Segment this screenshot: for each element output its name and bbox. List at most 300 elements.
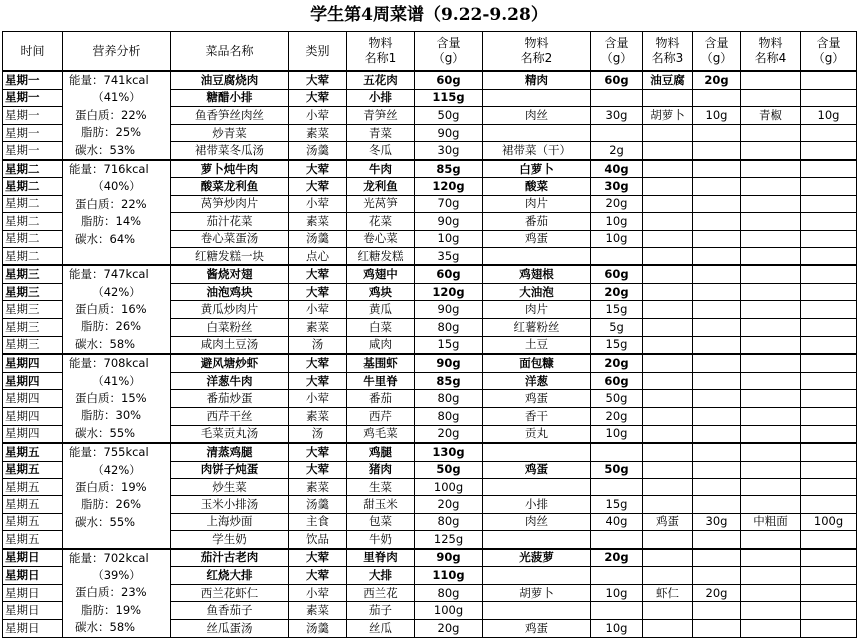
dish-name: 肉饼子炖蛋 (171, 461, 289, 478)
amount-3 (693, 142, 741, 160)
amount-1: 80g (415, 584, 483, 602)
material-4 (741, 283, 801, 301)
amount-4 (801, 213, 857, 230)
amount-1: 20g (415, 619, 483, 637)
category: 主食 (289, 513, 347, 530)
material-2 (483, 89, 591, 107)
nutrition-line: 蛋白质：15% (75, 391, 147, 406)
amount-4 (801, 336, 857, 354)
material-1: 牛肉 (347, 160, 415, 178)
material-1: 龙利鱼 (347, 178, 415, 195)
amount-2: 30g (591, 107, 643, 125)
dish-name: 酱烧对翅 (171, 265, 289, 283)
material-4 (741, 496, 801, 513)
material-3 (643, 89, 693, 107)
amount-1: 50g (415, 107, 483, 125)
material-1: 青菜 (347, 124, 415, 142)
dish-name: 酸菜龙利鱼 (171, 178, 289, 195)
material-1: 牛里脊 (347, 372, 415, 390)
amount-4 (801, 195, 857, 212)
amount-2: 60g (591, 372, 643, 390)
nutrition-line: （39%） (92, 567, 141, 582)
material-4 (741, 531, 801, 549)
material-2 (483, 531, 591, 549)
material-3 (643, 443, 693, 461)
day-cell: 星期三 (3, 301, 63, 319)
dish-name: 玉米小排汤 (171, 496, 289, 513)
dish-name: 毛菜贡丸汤 (171, 425, 289, 443)
material-1: 丝瓜 (347, 619, 415, 637)
table-row (3, 265, 857, 283)
material-2: 鸡蛋 (483, 230, 591, 247)
day-cell: 星期一 (3, 107, 63, 125)
material-2 (483, 443, 591, 461)
column-header: 菜品名称 (171, 32, 289, 72)
category: 大荤 (289, 549, 347, 567)
dish-name: 萝卜炖牛肉 (171, 160, 289, 178)
nutrition-line: （41%） (92, 90, 141, 105)
nutrition-line: 能量：702kcal (69, 550, 149, 565)
material-2: 大油泡 (483, 283, 591, 301)
day-cell: 星期四 (3, 425, 63, 443)
material-2: 鸡蛋 (483, 390, 591, 408)
amount-3 (693, 336, 741, 354)
dish-name: 西兰花虾仁 (171, 584, 289, 602)
amount-1: 60g (415, 265, 483, 283)
menu-body (3, 71, 857, 637)
category: 小荤 (289, 301, 347, 319)
category: 大荤 (289, 283, 347, 301)
category: 大荤 (289, 567, 347, 585)
dish-name: 红糖发糕一块 (171, 247, 289, 265)
amount-2: 2g (591, 142, 643, 160)
amount-3: 30g (693, 513, 741, 530)
day-cell: 星期日 (3, 602, 63, 620)
amount-1: 100g (415, 602, 483, 620)
material-4 (741, 71, 801, 89)
category: 小荤 (289, 195, 347, 212)
category: 大荤 (289, 461, 347, 478)
nutrition-analysis (63, 265, 171, 354)
dish-name: 西芹干丝 (171, 408, 289, 426)
material-2 (483, 478, 591, 495)
material-3 (643, 478, 693, 495)
material-3: 胡萝卜 (643, 107, 693, 125)
material-1: 冬瓜 (347, 142, 415, 160)
material-2: 光菠萝 (483, 549, 591, 567)
material-3 (643, 283, 693, 301)
nutrition-line: 碳水：53% (75, 142, 136, 157)
amount-1: 120g (415, 178, 483, 195)
day-cell: 星期一 (3, 124, 63, 142)
amount-2 (591, 247, 643, 265)
amount-1: 90g (415, 354, 483, 372)
material-4 (741, 195, 801, 212)
table-row (3, 549, 857, 567)
column-header: 物料 名称1 (347, 32, 415, 72)
material-4 (741, 619, 801, 637)
amount-3 (693, 354, 741, 372)
amount-4 (801, 89, 857, 107)
material-1: 青笋丝 (347, 107, 415, 125)
dish-name: 油泡鸡块 (171, 283, 289, 301)
material-3 (643, 425, 693, 443)
dish-name: 鱼香笋丝肉丝 (171, 107, 289, 125)
amount-1: 70g (415, 195, 483, 212)
material-4 (741, 425, 801, 443)
amount-1: 85g (415, 160, 483, 178)
amount-1: 130g (415, 443, 483, 461)
table-row (3, 354, 857, 372)
nutrition-line: （40%） (92, 179, 141, 194)
material-1: 基围虾 (347, 354, 415, 372)
amount-4 (801, 478, 857, 495)
material-3 (643, 142, 693, 160)
amount-1: 20g (415, 496, 483, 513)
nutrition-analysis (63, 71, 171, 160)
amount-1: 35g (415, 247, 483, 265)
amount-3: 10g (693, 107, 741, 125)
material-3 (643, 496, 693, 513)
amount-3 (693, 443, 741, 461)
category: 素菜 (289, 213, 347, 230)
dish-name: 白菜粉丝 (171, 319, 289, 337)
amount-2: 15g (591, 336, 643, 354)
amount-4 (801, 372, 857, 390)
material-3 (643, 390, 693, 408)
nutrition-line: 碳水：64% (75, 231, 136, 246)
category: 汤 (289, 425, 347, 443)
material-3: 油豆腐 (643, 71, 693, 89)
amount-3 (693, 425, 741, 443)
material-3 (643, 372, 693, 390)
day-cell: 星期三 (3, 265, 63, 283)
amount-3 (693, 619, 741, 637)
amount-2: 15g (591, 301, 643, 319)
material-1: 卷心菜 (347, 230, 415, 247)
material-3 (643, 230, 693, 247)
amount-4 (801, 319, 857, 337)
material-4 (741, 319, 801, 337)
material-2: 鸡蛋 (483, 619, 591, 637)
amount-2: 60g (591, 265, 643, 283)
amount-1: 90g (415, 301, 483, 319)
day-cell: 星期日 (3, 549, 63, 567)
amount-4 (801, 531, 857, 549)
amount-1: 15g (415, 336, 483, 354)
amount-2 (591, 602, 643, 620)
day-cell: 星期五 (3, 496, 63, 513)
dish-name: 红烧大排 (171, 567, 289, 585)
material-1: 大排 (347, 567, 415, 585)
material-2: 肉丝 (483, 513, 591, 530)
material-2: 精肉 (483, 71, 591, 89)
material-3 (643, 265, 693, 283)
amount-3 (693, 602, 741, 620)
menu-table (2, 31, 857, 638)
material-2: 裙带菜（干） (483, 142, 591, 160)
material-1: 生菜 (347, 478, 415, 495)
day-cell: 星期四 (3, 390, 63, 408)
material-4 (741, 178, 801, 195)
material-1: 小排 (347, 89, 415, 107)
amount-1: 10g (415, 230, 483, 247)
amount-4 (801, 71, 857, 89)
dish-name: 卷心菜蛋汤 (171, 230, 289, 247)
amount-3 (693, 89, 741, 107)
material-3 (643, 354, 693, 372)
nutrition-line: 蛋白质：22% (75, 196, 147, 211)
dish-name: 莴笋炒肉片 (171, 195, 289, 212)
amount-3 (693, 195, 741, 212)
material-3 (643, 247, 693, 265)
nutrition-line: 脂肪：14% (81, 214, 142, 229)
amount-3: 20g (693, 584, 741, 602)
day-cell: 星期日 (3, 619, 63, 637)
amount-1: 115g (415, 89, 483, 107)
day-cell: 星期日 (3, 567, 63, 585)
material-2: 土豆 (483, 336, 591, 354)
amount-1: 20g (415, 425, 483, 443)
material-4 (741, 372, 801, 390)
material-1: 鸡毛菜 (347, 425, 415, 443)
material-3 (643, 301, 693, 319)
amount-3 (693, 408, 741, 426)
material-2: 胡萝卜 (483, 584, 591, 602)
material-3 (643, 195, 693, 212)
amount-2: 10g (591, 213, 643, 230)
amount-3 (693, 549, 741, 567)
dish-name: 茄汁古老肉 (171, 549, 289, 567)
category: 汤羹 (289, 496, 347, 513)
amount-4 (801, 301, 857, 319)
day-cell: 星期四 (3, 408, 63, 426)
table-row (3, 443, 857, 461)
material-3 (643, 461, 693, 478)
column-header: 营养分析 (63, 32, 171, 72)
category: 汤 (289, 336, 347, 354)
material-1: 鸡翅中 (347, 265, 415, 283)
amount-2: 20g (591, 549, 643, 567)
amount-4: 100g (801, 513, 857, 530)
material-2: 肉丝 (483, 107, 591, 125)
category: 大荤 (289, 372, 347, 390)
category: 饮品 (289, 531, 347, 549)
material-3 (643, 567, 693, 585)
material-4 (741, 160, 801, 178)
nutrition-line: 蛋白质：19% (75, 479, 147, 494)
day-cell: 星期五 (3, 478, 63, 495)
amount-3 (693, 213, 741, 230)
nutrition-line: （41%） (92, 373, 141, 388)
nutrition-line: 脂肪：26% (81, 497, 142, 512)
nutrition-line: 碳水：55% (75, 425, 136, 440)
amount-2: 40g (591, 160, 643, 178)
amount-3 (693, 531, 741, 549)
nutrition-line: 脂肪：19% (81, 602, 142, 617)
amount-2: 10g (591, 584, 643, 602)
amount-4 (801, 425, 857, 443)
amount-3 (693, 160, 741, 178)
day-cell: 星期三 (3, 319, 63, 337)
material-3 (643, 549, 693, 567)
material-2: 贡丸 (483, 425, 591, 443)
column-header: 含量 （g） (591, 32, 643, 72)
material-4 (741, 247, 801, 265)
dish-name: 裙带菜冬瓜汤 (171, 142, 289, 160)
day-cell: 星期五 (3, 461, 63, 478)
amount-4 (801, 265, 857, 283)
amount-4 (801, 408, 857, 426)
category: 素菜 (289, 124, 347, 142)
column-header: 物料 名称3 (643, 32, 693, 72)
header-row (3, 32, 857, 72)
nutrition-line: （42%） (92, 284, 141, 299)
material-3 (643, 602, 693, 620)
amount-3 (693, 478, 741, 495)
amount-4 (801, 549, 857, 567)
amount-2: 10g (591, 619, 643, 637)
material-1: 咸肉 (347, 336, 415, 354)
dish-name: 学生奶 (171, 531, 289, 549)
material-2 (483, 247, 591, 265)
column-header: 含量 （g） (693, 32, 741, 72)
table-row (3, 71, 857, 89)
material-3 (643, 336, 693, 354)
material-1: 西芹 (347, 408, 415, 426)
dish-name: 清蒸鸡腿 (171, 443, 289, 461)
material-4 (741, 478, 801, 495)
material-4 (741, 461, 801, 478)
category: 小荤 (289, 584, 347, 602)
material-2: 番茄 (483, 213, 591, 230)
category: 大荤 (289, 89, 347, 107)
material-4 (741, 549, 801, 567)
day-cell: 星期五 (3, 443, 63, 461)
day-cell: 星期四 (3, 354, 63, 372)
amount-4 (801, 142, 857, 160)
material-2: 肉片 (483, 301, 591, 319)
nutrition-line: 能量：747kcal (69, 267, 149, 282)
nutrition-line: 蛋白质：22% (75, 107, 147, 122)
day-cell: 星期二 (3, 160, 63, 178)
material-4 (741, 230, 801, 247)
amount-2 (591, 531, 643, 549)
amount-4 (801, 567, 857, 585)
category: 素菜 (289, 319, 347, 337)
amount-2: 50g (591, 461, 643, 478)
amount-1: 30g (415, 142, 483, 160)
material-1: 黄瓜 (347, 301, 415, 319)
material-1: 茄子 (347, 602, 415, 620)
amount-4 (801, 496, 857, 513)
material-1: 甜玉米 (347, 496, 415, 513)
material-4 (741, 89, 801, 107)
amount-1: 80g (415, 319, 483, 337)
amount-1: 85g (415, 372, 483, 390)
amount-4 (801, 390, 857, 408)
day-cell: 星期二 (3, 247, 63, 265)
amount-1: 90g (415, 213, 483, 230)
column-header: 含量 （g） (801, 32, 857, 72)
day-cell: 星期二 (3, 213, 63, 230)
material-2: 红薯粉丝 (483, 319, 591, 337)
material-4 (741, 584, 801, 602)
amount-2: 15g (591, 496, 643, 513)
column-header: 含量 （g） (415, 32, 483, 72)
category: 小荤 (289, 107, 347, 125)
nutrition-line: 碳水：55% (75, 514, 136, 529)
nutrition-line: 碳水：58% (75, 336, 136, 351)
dish-name: 黄瓜炒肉片 (171, 301, 289, 319)
nutrition-line: 脂肪：26% (81, 319, 142, 334)
material-1: 红糖发糕 (347, 247, 415, 265)
dish-name: 茄汁花菜 (171, 213, 289, 230)
material-1: 鸡腿 (347, 443, 415, 461)
nutrition-analysis (63, 443, 171, 548)
nutrition-line: 碳水：58% (75, 620, 136, 635)
day-cell: 星期一 (3, 89, 63, 107)
day-cell: 星期日 (3, 584, 63, 602)
amount-4 (801, 247, 857, 265)
amount-2 (591, 567, 643, 585)
dish-name: 糖醋小排 (171, 89, 289, 107)
day-cell: 星期二 (3, 195, 63, 212)
dish-name: 上海炒面 (171, 513, 289, 530)
column-header: 物料 名称4 (741, 32, 801, 72)
amount-4 (801, 354, 857, 372)
category: 汤羹 (289, 142, 347, 160)
material-1: 花菜 (347, 213, 415, 230)
material-2: 白萝卜 (483, 160, 591, 178)
material-2: 面包糠 (483, 354, 591, 372)
column-header: 物料 名称2 (483, 32, 591, 72)
amount-2: 20g (591, 408, 643, 426)
category: 大荤 (289, 265, 347, 283)
nutrition-line: （42%） (92, 462, 141, 477)
material-1: 光莴笋 (347, 195, 415, 212)
nutrition-line: 蛋白质：16% (75, 302, 147, 317)
amount-2: 50g (591, 390, 643, 408)
material-1: 包菜 (347, 513, 415, 530)
page-title: 学生第4周菜谱（9.22-9.28） (310, 5, 548, 25)
material-1: 白菜 (347, 319, 415, 337)
material-2: 小排 (483, 496, 591, 513)
amount-3 (693, 567, 741, 585)
amount-1: 90g (415, 549, 483, 567)
dish-name: 番茄炒蛋 (171, 390, 289, 408)
category: 汤羹 (289, 230, 347, 247)
amount-3 (693, 390, 741, 408)
day-cell: 星期三 (3, 336, 63, 354)
material-4 (741, 265, 801, 283)
material-2: 香干 (483, 408, 591, 426)
amount-2: 5g (591, 319, 643, 337)
material-4 (741, 301, 801, 319)
amount-3 (693, 265, 741, 283)
material-3: 鸡蛋 (643, 513, 693, 530)
amount-1: 50g (415, 461, 483, 478)
amount-2: 10g (591, 230, 643, 247)
material-3 (643, 319, 693, 337)
nutrition-line: 蛋白质：23% (75, 585, 147, 600)
amount-1: 110g (415, 567, 483, 585)
material-2: 洋葱 (483, 372, 591, 390)
material-4 (741, 124, 801, 142)
amount-4 (801, 178, 857, 195)
amount-2 (591, 478, 643, 495)
material-1: 鸡块 (347, 283, 415, 301)
